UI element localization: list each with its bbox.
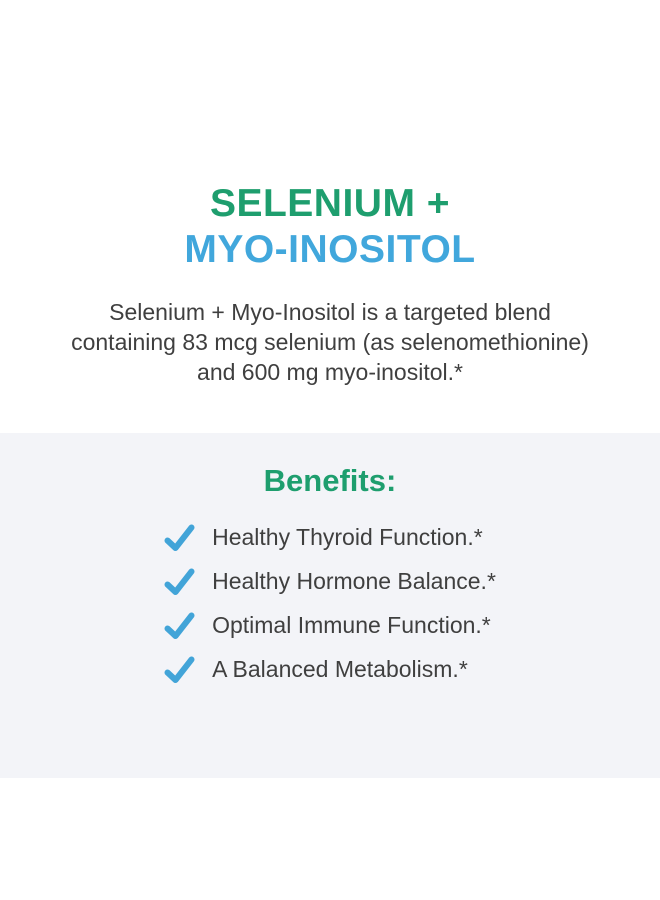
- product-title-myo-inositol: MYO-INOSITOL: [184, 228, 476, 271]
- check-icon: [164, 524, 195, 552]
- check-icon: [164, 612, 195, 640]
- benefit-label: A Balanced Metabolism.*: [212, 656, 468, 682]
- benefit-label: Optimal Immune Function.*: [212, 612, 491, 638]
- benefits-section: [0, 433, 660, 778]
- product-title-selenium: SELENIUM +: [209, 182, 451, 225]
- list-item: [164, 567, 496, 596]
- check-icon: [164, 568, 195, 596]
- product-description: [0, 297, 660, 387]
- list-item: [164, 523, 496, 552]
- list-item: [164, 655, 496, 684]
- description-line-1: Selenium + Myo-Inositol is a targeted blend: [109, 299, 551, 325]
- check-icon: [164, 656, 195, 684]
- description-line-3: and 600 mg myo-inositol.*: [197, 359, 463, 385]
- list-item: [164, 611, 496, 640]
- benefits-list: [164, 523, 496, 699]
- benefits-heading: Benefits:: [263, 463, 397, 498]
- benefit-label: Healthy Hormone Balance.*: [212, 568, 496, 594]
- header: [0, 0, 660, 387]
- description-line-2: containing 83 mcg selenium (as selenomethionine): [71, 329, 589, 355]
- benefit-label: Healthy Thyroid Function.*: [212, 524, 483, 550]
